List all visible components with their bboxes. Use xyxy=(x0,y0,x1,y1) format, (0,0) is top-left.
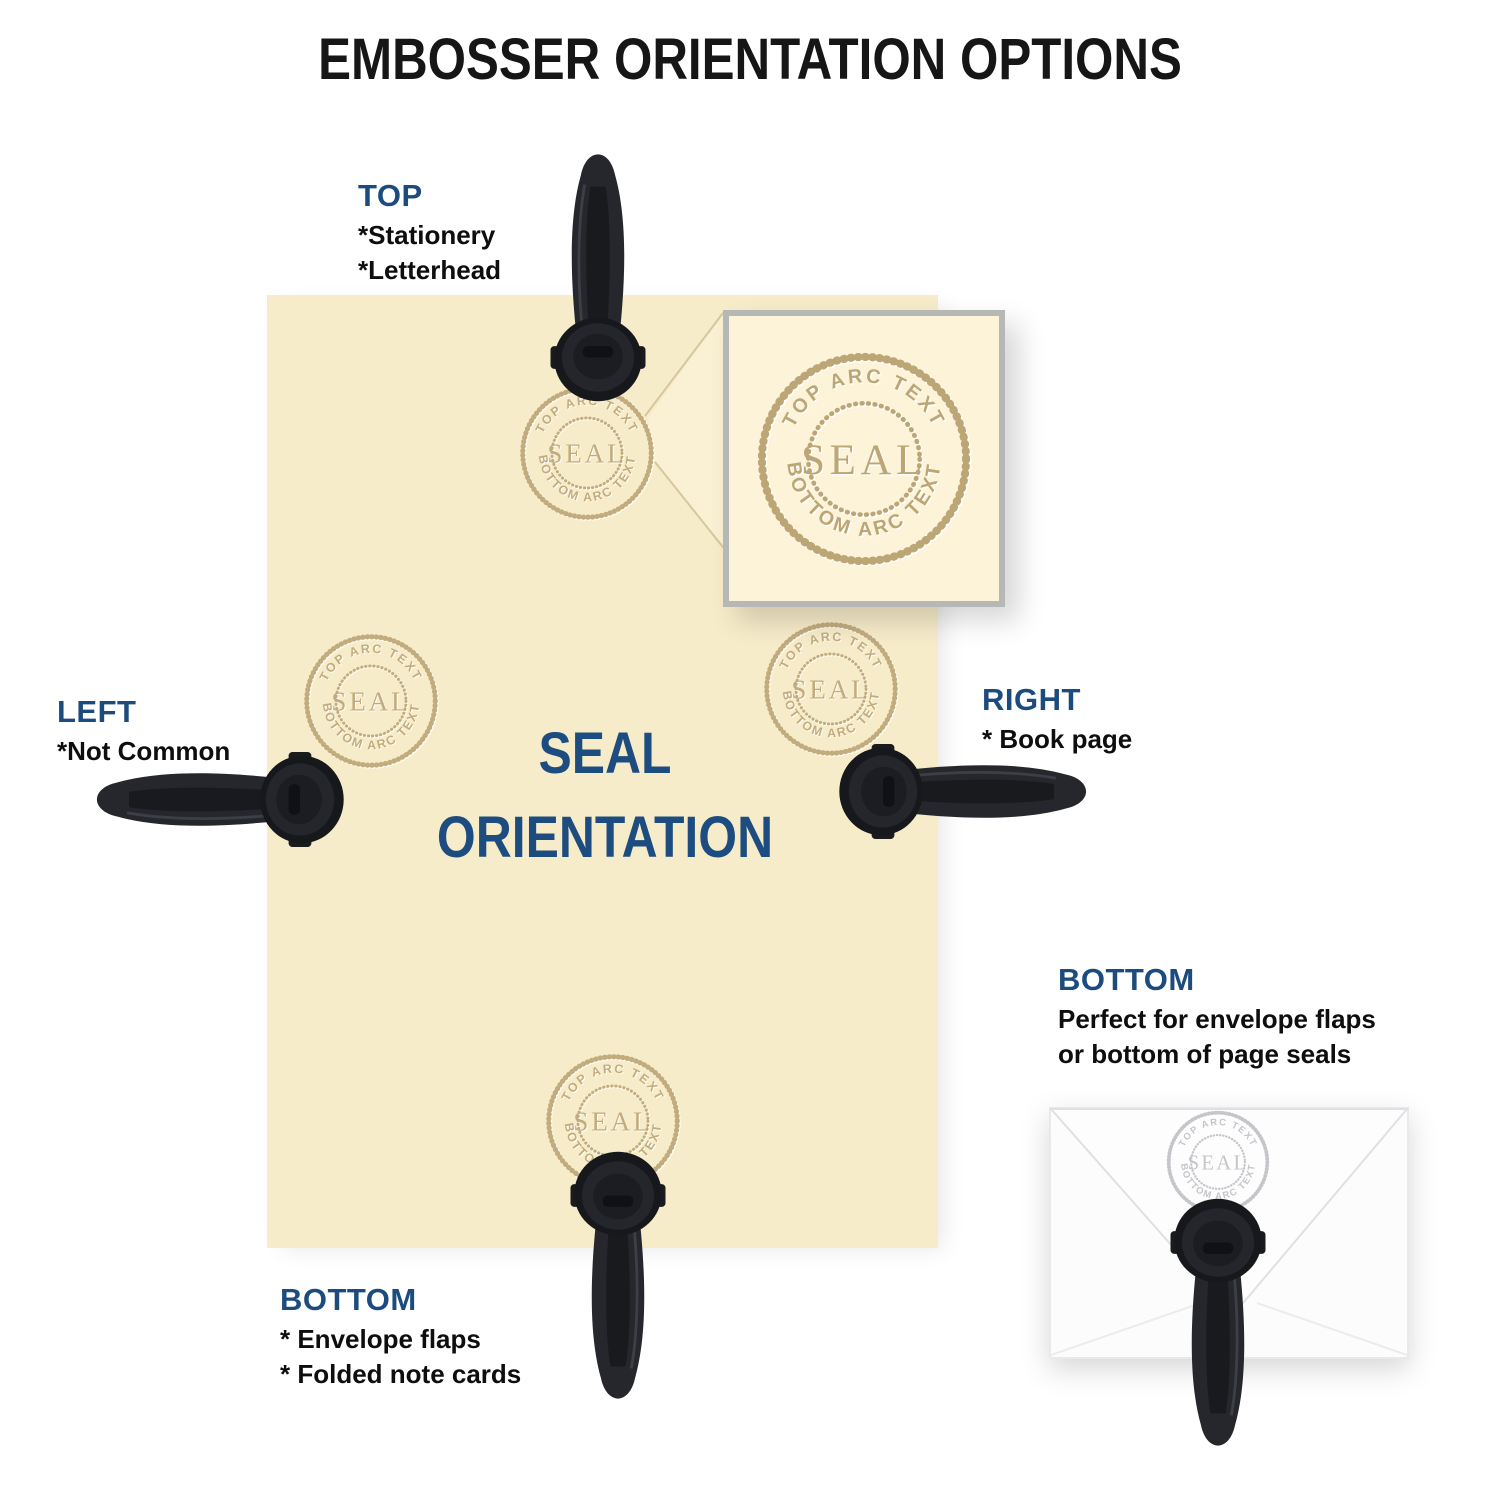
embossed-seal-inset xyxy=(748,343,980,575)
embosser-top xyxy=(541,120,655,405)
annotation-bottom-right-item: Perfect for envelope flaps xyxy=(1058,1004,1376,1034)
seal-orientation-label xyxy=(347,712,863,880)
embosser-envelope xyxy=(1161,1195,1275,1480)
seal-detail-inset xyxy=(723,310,1005,607)
seal-orientation-line1: SEAL xyxy=(538,721,672,786)
annotation-bottom-right-heading: BOTTOM xyxy=(1058,962,1195,997)
annotation-top-item: *Letterhead xyxy=(358,255,502,285)
annotation-top-item: *Stationery xyxy=(358,220,496,250)
annotation-top-heading: TOP xyxy=(358,178,423,213)
annotation-bottom xyxy=(280,1282,521,1392)
annotation-left-heading: LEFT xyxy=(57,694,137,729)
annotation-top xyxy=(358,178,501,288)
annotation-left xyxy=(57,694,230,769)
annotation-bottom-item: * Folded note cards xyxy=(280,1359,522,1389)
annotation-bottom-heading: BOTTOM xyxy=(280,1282,417,1317)
page-title: EMBOSSER ORIENTATION OPTIONS xyxy=(318,27,1182,92)
annotation-bottom-right-item: or bottom of page seals xyxy=(1058,1039,1352,1069)
annotation-bottom-right xyxy=(1058,962,1376,1072)
annotation-right-heading: RIGHT xyxy=(982,682,1081,717)
annotation-bottom-item: * Envelope flaps xyxy=(280,1324,481,1354)
annotation-left-item: *Not Common xyxy=(57,736,231,766)
embosser-bottom xyxy=(561,1148,675,1433)
annotation-right-item: * Book page xyxy=(982,724,1133,754)
annotation-right xyxy=(982,682,1132,757)
seal-orientation-line2: ORIENTATION xyxy=(436,805,774,870)
